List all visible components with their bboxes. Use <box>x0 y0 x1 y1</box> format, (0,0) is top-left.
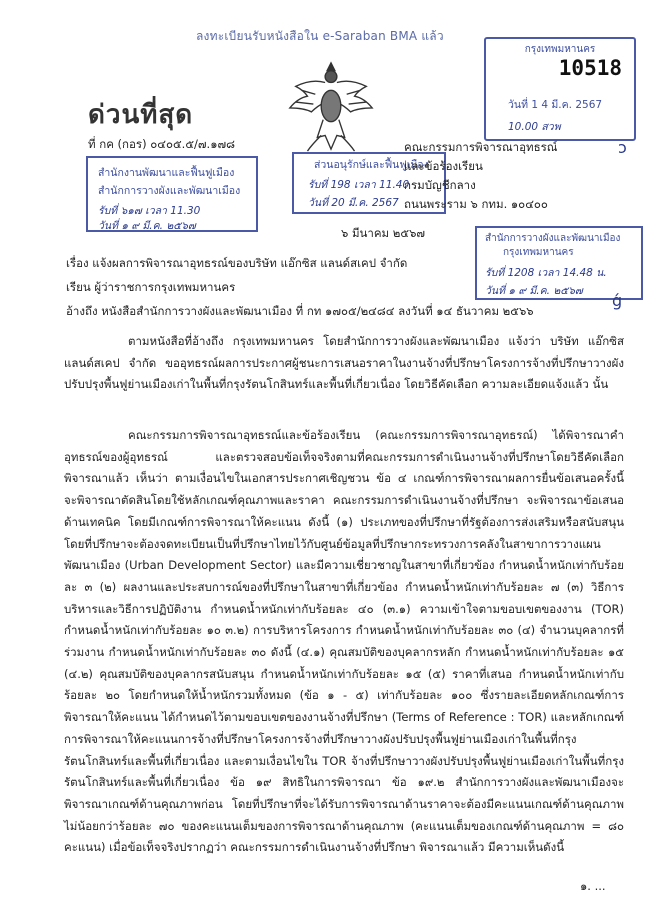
office-stamp-line1: ส่วนอนุรักษ์และฟื้นฟูเมือง <box>314 159 429 171</box>
receipt-date: วันที่ 1 4 มี.ค. 2567 <box>508 99 603 111</box>
receipt-time: 10.00 สวพ <box>508 121 561 133</box>
body-paragraph-1 <box>64 331 624 396</box>
body-paragraph-2 <box>64 425 624 859</box>
planning-stamp-line4: วันที่ ๑ ๙ มี.ค. ๒๕๖๗ <box>485 285 583 297</box>
signature-mark-icon: ↄ <box>618 138 627 157</box>
page-continuation: ๑. ... <box>580 879 606 893</box>
receipt-stamp <box>484 37 636 141</box>
receipt-stamp-header: กรุงเทพมหานคร <box>524 44 596 55</box>
sender-line2: และข้อร้องเรียน <box>404 159 483 173</box>
letter-date: ๖ มีนาคม ๒๕๖๗ <box>341 226 426 240</box>
sender-address <box>404 138 557 214</box>
planning-stamp-line2: กรุงเทพมหานคร <box>503 247 574 258</box>
letter-recipient: เรียน ผู้ว่าราชการกรุงเทพมหานคร <box>66 280 236 294</box>
office-stamp-line3: วันที่ 20 มี.ค. 2567 <box>308 197 399 209</box>
body-paragraph-2-text: คณะกรรมการพิจารณาอุทธรณ์และข้อร้องเรียน (คณะกรรมการพิจารณาอุทธรณ์) ได้พิจารณาคำอุทธรณ์ของผู้อุทธรณ์ และตรวจสอบข้อเท็จจริงตามที่คณะกรรมการดำเนินงานจ้างที่ปรึกษาโดยวิธีคัดเลือกพิจารณาแล้ว เห็นว่า ตามเงื่อนไขในเอกสารประกาศเชิญชวน ข้อ ๔ เกณฑ์การพิจารณาผลการยื่นข้อเสนอครั้งนี้ จะพิจารณาตัดสินโดยใช้หลักเกณฑ์คุณภาพและราคา คณะกรรมการดำเนินงานจ้างที่ปรึกษา จะพิจารณาข้อเสนอด้านเทคนิค โดยมีเกณฑ์การพิจารณาให้คะแนน ดังนี้ (๑) ประเภทของที่ปรึกษาที่รัฐต้องการส่งเสริมหรือสนับสนุนโดยที่ปรึกษาจะต้องจดทะเบียนเป็นที่ปรึกษาไทยไว้กับศูนย์ข้อมูลที่ปรึกษากระทรวงการคลังในสาขาการวางแผนพัฒนาเมือง (Urban Development Sector) และมีความเชี่ยวชาญในสาขาที่เกี่ยวข้อง กำหนดน้ำหนักเท่ากับร้อยละ ๓ (๒) ผลงานและประสบการณ์ของที่ปรึกษาในสาขาที่เกี่ยวข้อง กำหนดน้ำหนักเท่ากับร้อยละ ๗ (๓) วิธีการบริหารและวิธีการปฏิบัติงาน กำหนดน้ำหนักเท่ากับร้อยละ ๔๐ (๓.๑) ความเข้าใจตามขอบเขตของงาน (TOR) กำหนดน้ำหนักเท่ากับร้อยละ ๑๐ ๓.๒) การบริหารโครงการ กำหนดน้ำหนักเท่ากับร้อยละ ๓๐ (๔) จำนวนบุคลากรที่ร่วมงาน กำหนดน้ำหนักเท่ากับร้อยละ ๓๐ ดังนี้ (๔.๑) คุณสมบัติของบุคลากรหลัก กำหนดน้ำหนักเท่ากับร้อยละ ๑๕ (๔.๒) คุณสมบัติของบุคลากรสนับสนุน กำหนดน้ำหนักเท่ากับร้อยละ ๑๕ (๕) ราคาที่เสนอ กำหนดน้ำหนักเท่ากับร้อยละ ๒๐ โดยกำหนดให้น้ำหนักรวมทั้งหมด (ข้อ ๑ - ๕) เท่ากับร้อยละ ๑๐๐ ซึ่งรายละเอียดหลักเกณฑ์การพิจารณาให้คะแนน ได้กำหนดไว้ตามขอบเขตของงานจ้างที่ปรึกษา (Terms of Reference : TOR) และหลักเกณฑ์การพิจารณาให้คะแนนการจ้างที่ปรึกษาโครงการจ้างที่ปรึกษาวางผังปรับปรุงพื้นฟูย่านเมืองเก่าในพื้นที่กรุงรัตนโกสินทร์และพื้นที่เกี่ยวเนื่อง และตามเงื่อนไขใน TOR จ้างที่ปรึกษาวางผังปรับปรุงพื้นฟูย่านเมืองเก่าในพื้นที่กรุงรัตนโกสินทร์และพื้นที่เกี่ยวเนื่อง ข้อ ๑๙ สิทธิในการพิจารณา ข้อ ๑๙.๒ สำนักการวางผังและพัฒนาเมืองจะพิจารณาเกณฑ์ด้านคุณภาพก่อน โดยที่ปรึกษาที่จะได้รับการพิจารณาด้านราคาจะต้องมีคะแนนเกณฑ์ด้านคุณภาพไม่น้อยกว่าร้อยละ ๗๐ ของคะแนนเต็มของการพิจารณาด้านคุณภาพ (คะแนนเต็มของเกณฑ์ด้านคุณภาพ = ๘๐ คะแนน) เมื่อข้อเท็จจริงปรากฏว่า คณะกรรมการดำเนินงานจ้างที่ปรึกษา พิจารณาแล้ว มีความเห็นดังนี้ <box>64 428 624 855</box>
sender-line3: กรมบัญชีกลาง <box>404 178 476 192</box>
initials-mark-icon: ǵ <box>612 291 623 310</box>
letter-reference: อ้างถึง หนังสือสำนักการวางผังและพัฒนาเมือง ที่ กท ๑๗๐๕/๒๔๘๔ ลงวันที่ ๑๔ ธันวาคม ๒๕๖๖ <box>66 304 534 318</box>
garuda-emblem-icon <box>282 56 380 156</box>
department-stamp-line3: รับที่ ๖๑๗ เวลา 11.30 <box>98 205 201 217</box>
sender-line1: คณะกรรมการพิจารณาอุทธรณ์ <box>404 140 558 154</box>
letter-subject: เรื่อง แจ้งผลการพิจารณาอุทธรณ์ของบริษัท แอ๊กซิส แลนด์สเคป จำกัด <box>66 256 408 270</box>
planning-stamp <box>475 226 643 300</box>
sender-line4: ถนนพระราม ๖ กทม. ๑๐๔๐๐ <box>404 197 548 211</box>
e-saraban-stamp: ลงทะเบียนรับหนังสือใน e-Saraban BMA แล้ว <box>196 29 444 43</box>
department-stamp-line4: วันที่ ๑ ๙ มี.ค. ๒๕๖๗ <box>98 220 196 232</box>
urgency-label: ด่วนที่สุด <box>88 100 194 130</box>
planning-stamp-line1: สำนักการวางผังและพัฒนาเมือง <box>485 233 621 244</box>
planning-stamp-line3: รับที่ 1208 เวลา 14.48 น. <box>485 267 607 279</box>
body-paragraph-1-text: ตามหนังสือที่อ้างถึง กรุงเทพมหานคร โดยสำนักการวางผังและพัฒนาเมือง แจ้งว่า บริษัท แอ๊กซิส แลนด์สเคป จำกัด ขออุทธรณ์ผลการประกาศผู้ชนะการเสนอราคาในงานจ้างที่ปรึกษาโครงการจ้างที่ปรึกษาวางผังปรับปรุงพื้นฟูย่านเมืองเก่าในพื้นที่กรุงรัตนโกสินทร์และพื้นที่เกี่ยวเนื่อง โดยวิธีคัดเลือก ความละเอียดแจ้งแล้ว นั้น <box>64 334 624 392</box>
receipt-number: 10518 <box>558 56 622 80</box>
document-number: ที่ กค (กอร) ๐๔๐๕.๕/๗.๑๗๘ <box>88 137 236 151</box>
department-stamp-line1: สำนักงานพัฒนาและฟื้นฟูเมือง <box>98 167 235 179</box>
department-stamp <box>86 156 258 232</box>
department-stamp-line2: สำนักการวางผังและพัฒนาเมือง <box>98 185 241 197</box>
office-stamp-line2: รับที่ 198 เวลา 11.40 <box>308 179 410 191</box>
